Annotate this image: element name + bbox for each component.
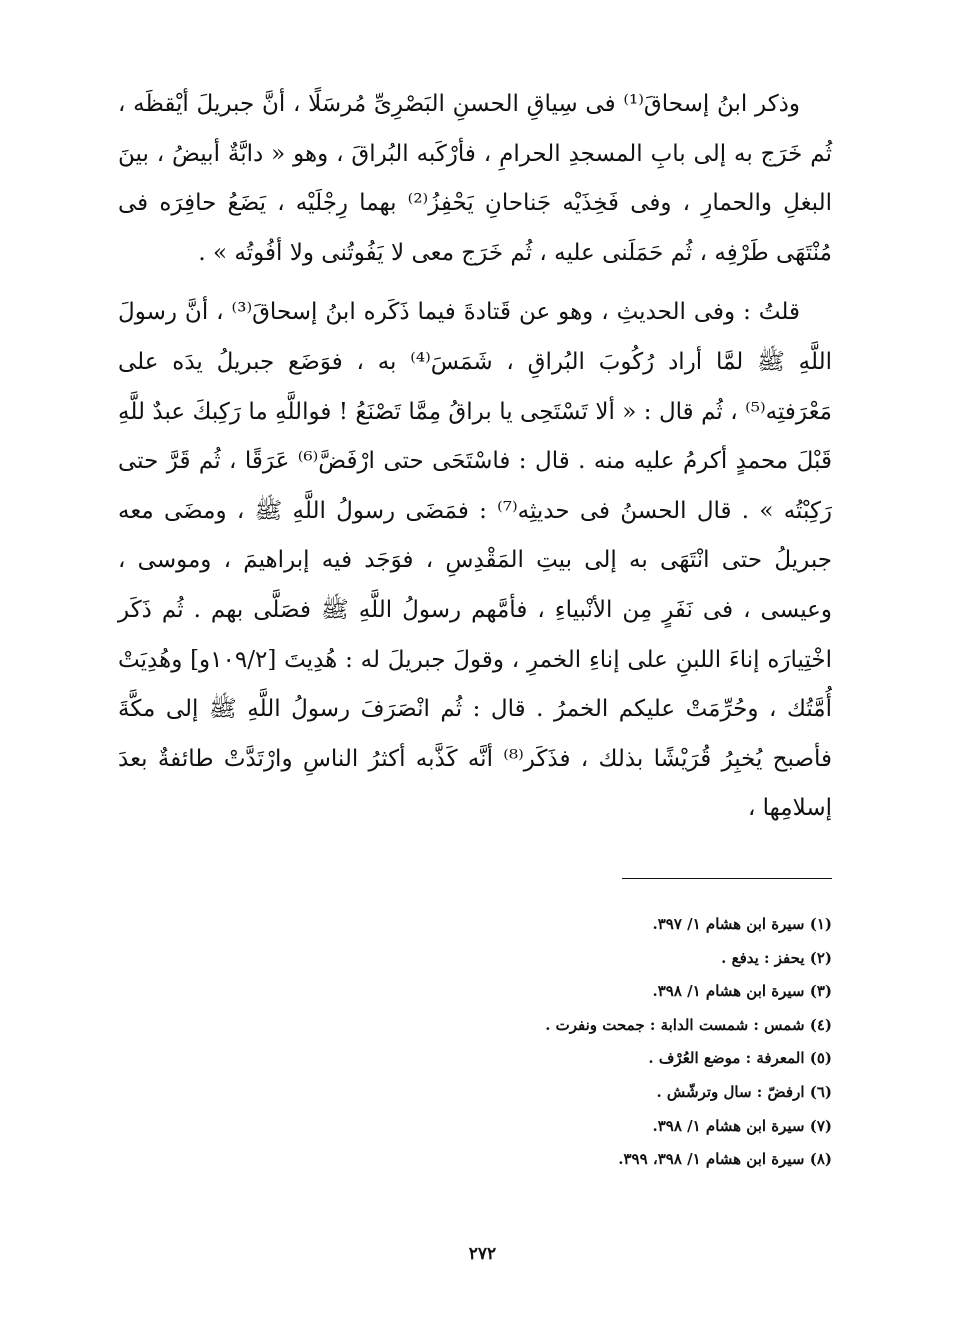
paragraph-2: قلتُ : وفى الحديثِ ، وهو عن قَتادةَ فيما ذَكَره ابنُ إسحاقَ⁽³⁾ ، أنَّ رسولَ اللَّهِ ﷺ لمَّا أراد رُكُوبَ البُراقِ ، شَمَسَ⁽⁴⁾ به ، فوَضَع جبريلُ يدَه على مَعْرَفتِه⁽⁵⁾ ، ثُم قال : « ألا تَسْتَحِى يا براقُ مِمَّا تَصْنَعُ ! فواللَّهِ ما رَكِبكَ عبدٌ للَّهِ قَبْلَ محمدٍ أكرمُ عليه منه . قال : فاسْتَحَى حتى ارْفَضَّ⁽⁶⁾ عَرَقًا ، ثُم قَرَّ حتى رَكِبْتُه » . قال الحسنُ فى حديثِه⁽⁷⁾ : فمَضَى رسولُ اللَّهِ ﷺ ، ومضَى معه جبريلُ حتى انْتَهَى به إلى بيتِ المَقْدِسِ ، فوَجَد فيه إبراهيمَ ، وموسى ، وعيسى ، فى نَفَرٍ مِن الأنْبياءِ ، فأمَّهم رسولُ اللَّهِ ﷺ فصَلَّى بهم . ثُم ذَكَر اخْتِيارَه إناءَ اللبنِ على إناءِ الخمرِ ، وقولَ جبريلَ له : هُدِيتَ [١٠٩/٢و] وهُدِيَتْ أُمَّتُك ، وحُرِّمَتْ عليكم الخمرُ . قال : ثُم انْصَرَفَ رسولُ اللَّهِ ﷺ إلى مكَّةَ فأصبح يُخبِرُ قُرَيْشًا بذلك ، فذَكَر⁽⁸⁾ أنَّه كَذَّبه أكثرُ الناسِ وارْتَدَّتْ طائفةٌ بعدَ إسلامِها ،: [118, 299, 832, 822]
footnote-5: (٥) المعرفة : موضع العُرْف .: [648, 1049, 832, 1068]
footnote-8: (٨) سيرة ابن هشام ١/ ٣٩٨، ٣٩٩.: [618, 1150, 832, 1169]
footnote-3: (٣) سيرة ابن هشام ١/ ٣٩٨.: [652, 982, 832, 1001]
page-number: ٢٧٢: [468, 1244, 497, 1264]
footnote-separator: [622, 878, 832, 879]
footnotes-list: [300, 908, 832, 1177]
footnote-1: (١) سيرة ابن هشام ١/ ٣٩٧.: [652, 915, 832, 933]
main-text: [118, 80, 832, 834]
footnote-7: (٧) سيرة ابن هشام ١/ ٣٩٨.: [652, 1116, 832, 1135]
footnote-2: (٢) يحفز : يدفع .: [721, 948, 832, 967]
footnote-4: (٤) شمس : شمست الدابة : جمحت ونفرت .: [545, 1015, 832, 1034]
footnote-6: (٦) ارفضّ : سال وترشّش .: [656, 1082, 832, 1101]
paragraph-1: وذكر ابنُ إسحاقَ⁽¹⁾ فى سِياقِ الحسنِ البَصْرِىِّ مُرسَلًا ، أنَّ جبريلَ أيْقظَه ، ثُم خَرَج به إلى بابِ المسجدِ الحرامِ ، فأرْكَبه البُراقَ ، وهو « دابَّةٌ أبيضُ ، بينَ البغلِ والحمارِ ، وفى فَخِذَيْه جَناحانِ يَحْفِزُ⁽²⁾ بهما رِجْلَيْه ، يَضَعُ حافِرَه فى مُنْتَهَى طَرْفِه ، ثُم حَمَلَنى عليه ، ثُم خَرَج معى لا يَفُوتُنى ولا أفُوتُه » .: [118, 91, 833, 266]
